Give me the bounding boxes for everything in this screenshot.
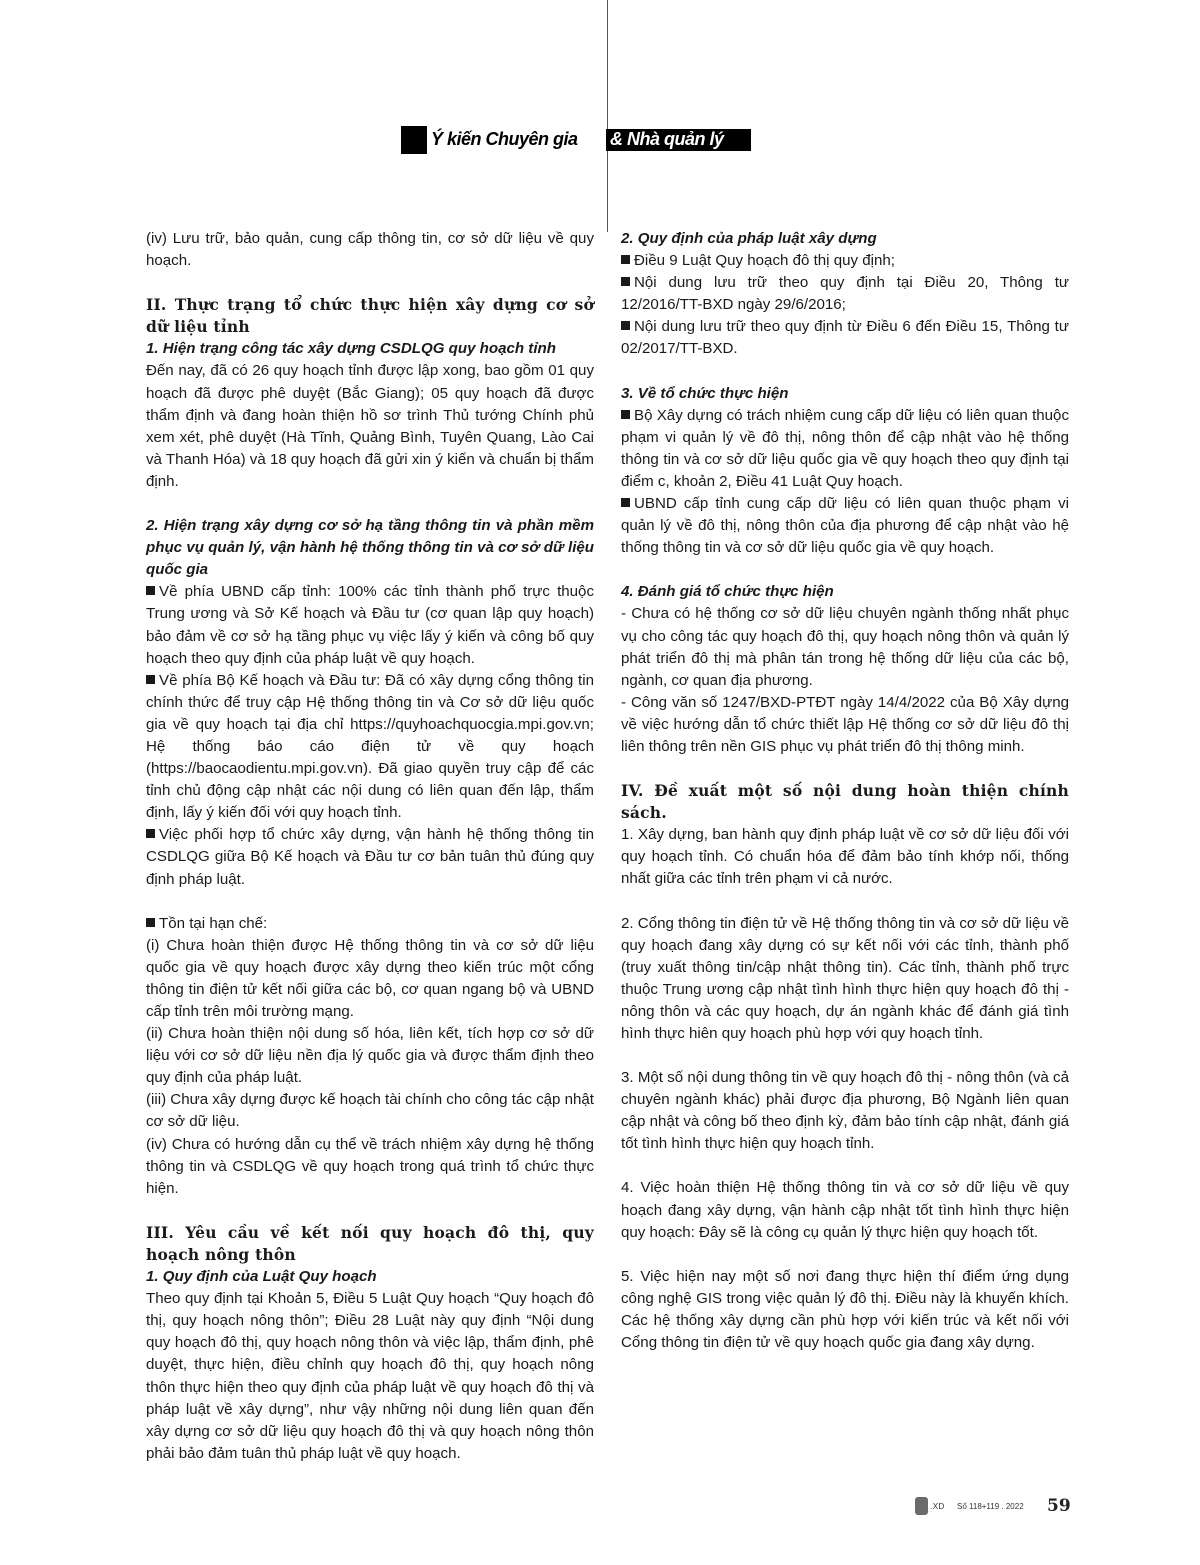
header-title: Ý kiến Chuyên gia: [431, 129, 578, 149]
subheading-3-3: 3. Về tổ chức thực hiện: [621, 384, 789, 402]
subheading-2-2: 2. Hiện trạng xây dựng cơ sở hạ tầng thông tin và phần mềm phục vụ quản lý, vận hành hệ thống thông tin và cơ sở dữ liệu quốc gia: [146, 517, 594, 579]
bullet-item: Nội dung lưu trữ theo quy định từ Điều 6 đến Điều 15, Thông tư 02/2017/TT-BXD.: [621, 318, 1069, 358]
square-bullet-icon: [621, 410, 630, 419]
header-marker: [401, 126, 427, 154]
right-column: [621, 228, 1069, 1354]
subheading-3-1: 1. Quy định của Luật Quy hoạch: [146, 1268, 377, 1286]
square-bullet-icon: [146, 918, 155, 927]
page-footer: [915, 1496, 1075, 1526]
section-heading-4: IV. Đề xuất một số nội dung hoàn thiện chính sách.: [621, 781, 1069, 823]
subheading-2-1: 1. Hiện trạng công tác xây dựng CSDLQG quy hoạch tỉnh: [146, 340, 556, 358]
square-bullet-icon: [146, 586, 155, 595]
bullet-item: Tồn tại hạn chế:: [146, 913, 594, 935]
paragraph: 1. Xây dựng, ban hành quy định pháp luật về cơ sở dữ liệu đối với quy hoạch tỉnh. Có chuẩn hóa để đảm bảo tính khớp nối, thống nhất giữa các tỉnh trên phạm vi cả nước.: [621, 826, 1069, 888]
top-column-rule: [607, 0, 608, 232]
bullet-item: UBND cấp tỉnh cung cấp dữ liệu có liên quan thuộc phạm vi quản lý về đô thị, nông thôn của địa phương để cập nhật vào hệ thống thông tin và cơ sở dữ liệu quốc gia về quy hoạch.: [621, 495, 1069, 557]
paragraph: - Công văn số 1247/BXD-PTĐT ngày 14/4/2022 của Bộ Xây dựng về việc hướng dẫn tổ chức thiết lập Hệ thống cơ sở dữ liệu đô thị liên thông trên nền GIS phục vụ phát triển đô thị thông minh.: [621, 693, 1069, 755]
bullet-item: Điều 9 Luật Quy hoạch đô thị quy định;: [621, 250, 1069, 272]
square-bullet-icon: [621, 255, 630, 264]
bullet-item: Nội dung lưu trữ theo quy định tại Điều 20, Thông tư 12/2016/TT-BXD ngày 29/6/2016;: [621, 274, 1069, 314]
square-bullet-icon: [621, 498, 630, 507]
section-heading-3: III. Yêu cầu về kết nối quy hoạch đô thị, quy hoạch nông thôn: [146, 1222, 594, 1264]
page-number: 59: [1047, 1496, 1071, 1516]
paragraph: 2. Cổng thông tin điện tử về Hệ thống thông tin và cơ sở dữ liệu về quy hoạch đang xây dựng có sự kết nối với các tỉnh, thành phố (truy xuất thông tin/cập nhật thông tin). Các tỉnh, thành phố trực thuộc Trung ương cập nhật tình hình thực hiện quy hoạch đô thị - nông thôn và các quy hoạch, dự án ngành khác để đánh giá tình hình thực hiên quy hoạch phù hợp với quy hoạch tỉnh.: [621, 914, 1069, 1042]
square-bullet-icon: [146, 829, 155, 838]
list-item: (ii) Chưa hoàn thiện nội dung số hóa, liên kết, tích hợp cơ sở dữ liệu với cơ sở dữ liệu nền địa lý quốc gia và được thẩm định theo quy định của pháp luật.: [146, 1025, 594, 1087]
bullet-item: Về phía Bộ Kế hoạch và Đầu tư: Đã có xây dựng cổng thông tin chính thức để truy cập Hệ thống thông tin và Cơ sở dữ liệu quốc gia về quy hoạch tại địa chỉ https://quyhoachquocgia.mpi.gov.vn; Hệ thống báo cáo điện tử về quy hoạch (https://baocaodientu.mpi.gov.vn). Đã giao quyền truy cập để các tỉnh chủ động cập nhật các nội dung có liên quan đến lập, thẩm định, lấy ý kiến đối với quy hoạch tỉnh.: [146, 671, 594, 822]
paragraph: 3. Một số nội dung thông tin về quy hoạch đô thị - nông thôn (và cả chuyên ngành khác) phải được địa phương, Bộ Ngành liên quan cập nhật và công bố theo định kỳ, đảm bảo tính cập nhật, đánh giá tốt tình hình thực hiện quy hoạch tỉnh.: [621, 1069, 1069, 1153]
list-item: (iv) Chưa có hướng dẫn cụ thể về trách nhiệm xây dựng hệ thống thông tin và CSDLQG về quy hoạch trong quá trình tổ chức thực hiện.: [146, 1135, 594, 1197]
paragraph: Theo quy định tại Khoản 5, Điều 5 Luật Quy hoạch “Quy hoạch đô thị, quy hoạch nông thôn”; Điều 28 Luật này quy định “Nội dung quy hoạch đô thị, quy hoạch nông thôn và việc lập, thẩm định, phê duyệt, thực hiện, điều chỉnh quy hoạch đô thị, quy hoạch nông thôn thực hiện theo quy định của pháp luật về quy hoạch đô thị và pháp luật về xây dựng”, như vậy những nội dung liên quan đến xây dựng cơ sở dữ liệu quy hoạch đô thị và quy hoạch nông thôn phải bảo đảm tuân thủ pháp luật về quy hoạch.: [146, 1290, 594, 1462]
paragraph: - Chưa có hệ thống cơ sở dữ liệu chuyên ngành thống nhất phục vụ cho công tác quy hoạch đô thị, quy hoạch nông thôn và quản lý phát triển đô thị mà phân tán trong hệ thống dữ liệu của các bộ, ngành, cơ quan địa phương.: [621, 605, 1069, 689]
magazine-name: .XD: [930, 1502, 945, 1511]
paragraph: Đến nay, đã có 26 quy hoạch tỉnh được lập xong, bao gồm 01 quy hoạch đã được phê duyệt (Bắc Giang); 05 quy hoạch đã được thẩm định và đang hoàn thiện hồ sơ trình Thủ tướng Chính phủ xem xét, phê duyệt (Hà Tĩnh, Quảng Bình, Tuyên Quang, Lào Cai và Thanh Hóa) và 18 quy hoạch đã gửi xin ý kiến và chuẩn bị thẩm định.: [146, 362, 594, 490]
paragraph: (iv) Lưu trữ, bảo quản, cung cấp thông tin, cơ sở dữ liệu về quy hoạch.: [146, 230, 594, 270]
magazine-logo-icon: [915, 1497, 928, 1515]
square-bullet-icon: [621, 321, 630, 330]
square-bullet-icon: [621, 277, 630, 286]
bullet-item: Về phía UBND cấp tỉnh: 100% các tỉnh thành phố trực thuộc Trung ương và Sở Kế hoạch và Đầu tư (cơ quan lập quy hoạch) bảo đảm về cơ sở hạ tầng phục vụ việc lấy ý kiến và công bố quy hoạch theo quy định của pháp luật về quy hoạch.: [146, 583, 594, 667]
paragraph: 4. Việc hoàn thiện Hệ thống thông tin và cơ sở dữ liệu về quy hoạch đang xây dựng, vận hành cập nhật tốt tình hình thực hiện quy hoạch: Đây sẽ là công cụ quản lý thực hiện quy hoạch tốt.: [621, 1179, 1069, 1241]
bullet-item: Việc phối hợp tổ chức xây dựng, vận hành hệ thống thông tin CSDLQG giữa Bộ Kế hoạch và Đầu tư cơ bản tuân thủ đúng quy định pháp luật.: [146, 826, 594, 888]
square-bullet-icon: [146, 675, 155, 684]
section-header: [401, 125, 751, 155]
bullet-item: Bộ Xây dựng có trách nhiệm cung cấp dữ liệu có liên quan thuộc phạm vi quản lý về đô thị, nông thôn để cập nhật vào hệ thống thông tin và cơ sở dữ liệu quốc gia về quy hoạch theo quy định tại điểm c, khoản 2, Điều 41 Luật Quy hoạch.: [621, 406, 1069, 490]
header-subtitle: & Nhà quản lý: [610, 129, 724, 149]
subheading-3-4: 4. Đánh giá tổ chức thực hiện: [621, 583, 834, 601]
list-item: (iii) Chưa xây dựng được kế hoạch tài chính cho công tác cập nhật cơ sở dữ liệu.: [146, 1091, 594, 1131]
left-column: [146, 228, 594, 1465]
list-item: (i) Chưa hoàn thiện được Hệ thống thông tin và cơ sở dữ liệu quốc gia về quy hoạch được xây dựng theo kiến trúc một cổng thông tin điện tử kết nối giữa các bộ, cơ quan ngang bộ và UBND cấp tỉnh trên môi trường mạng.: [146, 936, 594, 1020]
issue-number: Số 118+119 . 2022: [957, 1502, 1024, 1511]
paragraph: 5. Việc hiện nay một số nơi đang thực hiện thí điểm ứng dụng công nghệ GIS trong việc quản lý đô thị. Điều này là khuyến khích. Các hệ thống xây dựng cần phù hợp với kiến trúc và kết nối với Cổng thông tin điện tử về quy hoạch quốc gia đang xây dựng.: [621, 1267, 1069, 1352]
header-highlight-box: [606, 129, 751, 151]
section-heading-2: II. Thực trạng tổ chức thực hiện xây dựng cơ sở dữ liệu tỉnh: [146, 295, 594, 337]
subheading-3-2: 2. Quy định của pháp luật xây dựng: [621, 230, 877, 247]
